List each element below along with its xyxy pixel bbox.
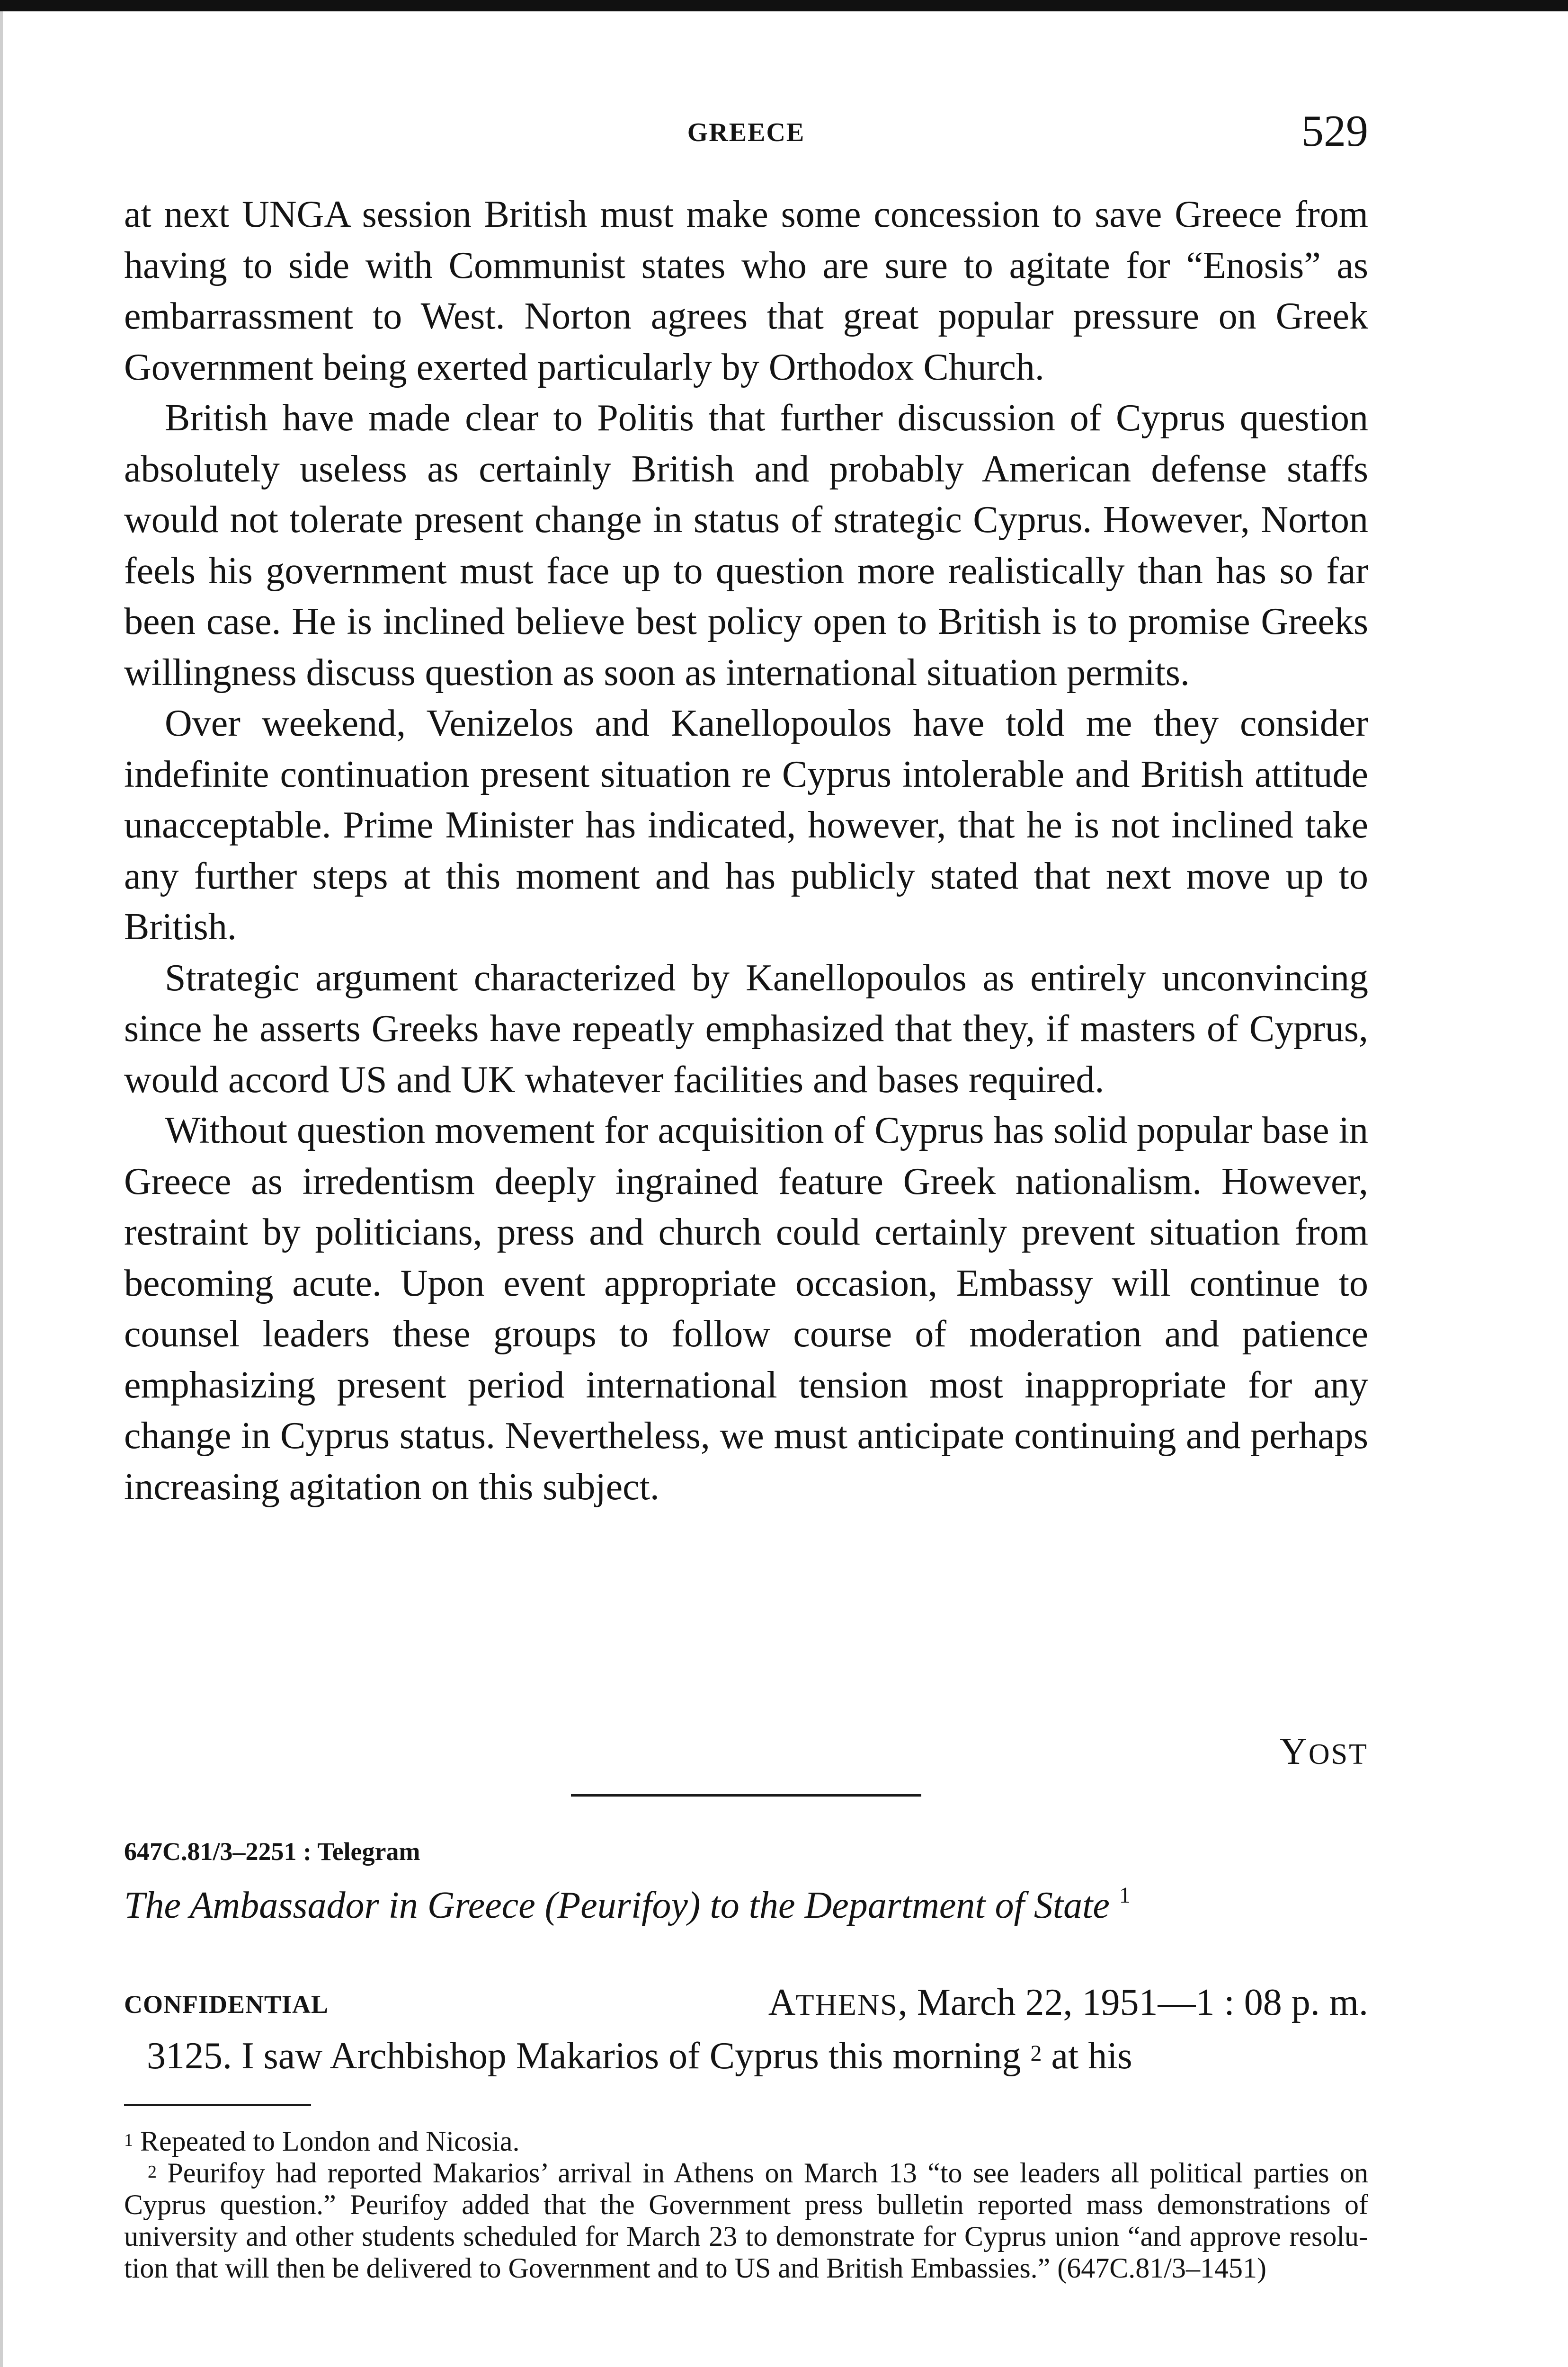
paragraph: Without question movement for acquisition of Cyprus has solid popular base in Greece as irredentism deeply ingrained feature Greek nationalism. However, restraint by politicians, press and church could certainly prevent situation from becoming acute. Upon event appropriate occasion, Embassy will continue to counsel leaders these groups to follow course of moderation and patience emphasizing present period international tension most inappropriate for any change in Cyprus status. Nevertheless, we must anticipate continuing and perhaps increasing agitation on this subject.	[124, 1110, 1368, 1508]
section-separator-rule	[571, 1794, 921, 1797]
page-left-edge	[0, 11, 3, 2367]
running-title: GREECE	[687, 118, 805, 147]
dateline-place-rest: THENS	[795, 1988, 898, 2021]
paragraph-continuation: at next UNGA session British must make some concession to save Greece from having to side with Communist states who are sure to agitate for “Enosis” as embarrassment to West. Norton agrees that great popular pressure on Greek Government being exerted particularly by Orthodox Church.	[124, 194, 1368, 388]
dateline-date-time: , March 22, 1951—1 : 08 p. m.	[898, 1982, 1368, 2023]
footnote-text: Repeated to London and Nicosia.	[133, 2126, 520, 2157]
signature-rest: OST	[1308, 1738, 1368, 1771]
document-title	[124, 1884, 1368, 1927]
top-border-rule	[0, 0, 1568, 11]
paragraph: British have made clear to Politis that further discussion of Cyprus question absolutely useless as certainly British and probably American defense staffs would not tolerate present change in status of strategic Cyprus. However, Norton feels his government must face up to question more realistically than has so far been case. He is inclined believe best policy open to British is to promise Greeks willingness discuss question as soon as international situation permits.	[124, 397, 1368, 694]
footnote-text: Peurifoy had reported Makarios’ arrival in Athens on March 13 “to see leaders all political parties on Cyprus question.” Peurifoy added that the Government press bulletin reported mass demonstrations of university and other students scheduled for March 23 to demonstrate for Cyprus union “and approve resolution that will then be delivered to Government and to US and British Embassies.” (647C.81/3–1451)	[124, 2157, 1368, 2284]
signature-initial: Y	[1280, 1731, 1309, 1772]
document-title-text: The Ambassador in Greece (Peurifoy) to the Department of State	[124, 1885, 1110, 1926]
dateline-place-initial: A	[768, 1982, 796, 2023]
telegram-opening	[124, 2031, 1368, 2082]
body-text	[124, 189, 1368, 1513]
footnote-rule	[124, 2104, 311, 2106]
footnote-marker: 2	[148, 2162, 157, 2182]
footnote	[124, 2126, 1368, 2157]
telegram-opening-text: 3125. I saw Archbishop Makarios of Cyprus this morning	[147, 2035, 1021, 2077]
file-reference: 647C.81/3–2251 : Telegram	[124, 1837, 420, 1866]
footnote-ref: 2	[1030, 2041, 1042, 2066]
telegram-opening-continuation: at his	[1042, 2035, 1132, 2077]
running-head	[124, 109, 1368, 161]
footnotes	[124, 2126, 1368, 2284]
footnote	[124, 2157, 1368, 2284]
page-number: 529	[1301, 107, 1368, 156]
dateline	[768, 1981, 1368, 2024]
classification-dateline	[124, 1981, 1368, 2029]
footnote-ref: 1	[1119, 1883, 1131, 1908]
paragraph: Over weekend, Venizelos and Kanellopoulos have told me they consider indefinite continuation present situation re Cyprus intolerable and British attitude unacceptable. Prime Minister has indicated, however, that he is not inclined take any further steps at this moment and has publicly stated that next move up to British.	[124, 703, 1368, 948]
classification-label: CONFIDENTIAL	[124, 1990, 329, 2019]
paragraph: Strategic argument characterized by Kanellopoulos as entirely unconvincing since he asserts Greeks have repeatly emphasized that they, if masters of Cyprus, would accord US and UK whatever facilities and bases required.	[124, 957, 1368, 1101]
footnote-marker: 1	[124, 2130, 133, 2150]
signature	[1280, 1730, 1368, 1773]
